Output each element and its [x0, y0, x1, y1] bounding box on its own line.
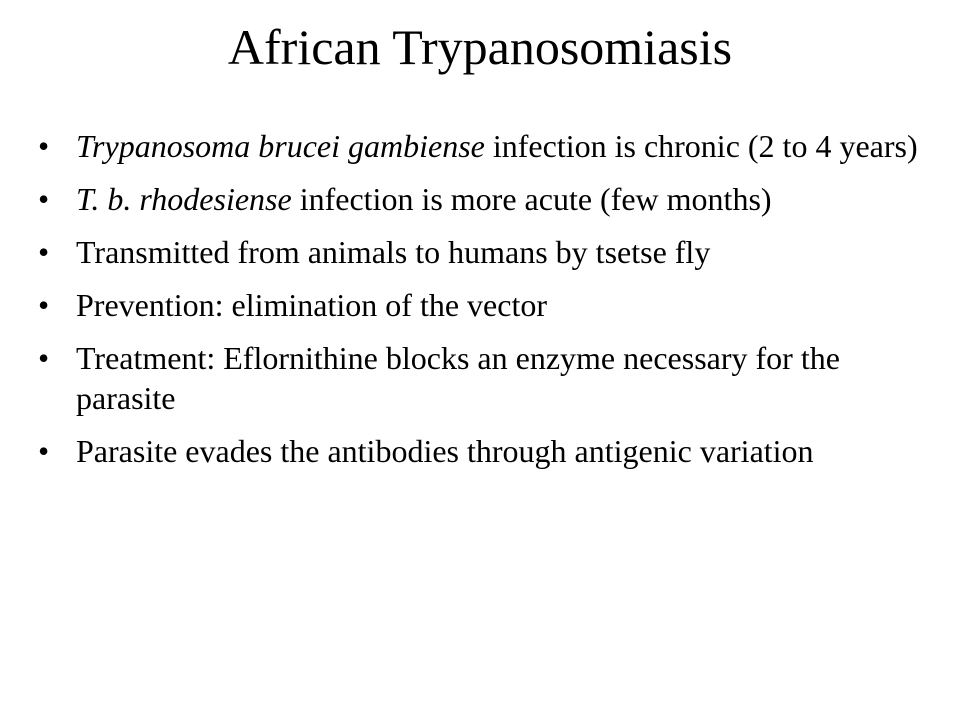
bullet-italic-text: T. b. rhodesiense	[76, 181, 292, 217]
bullet-text: infection is more acute (few months)	[291, 181, 772, 217]
bullet-icon: •	[38, 433, 50, 469]
bullet-item	[38, 431, 918, 471]
bullet-icon: •	[38, 234, 50, 270]
bullet-italic-text: Trypanosoma brucei gambiense	[76, 128, 485, 164]
bullet-text: Transmitted from animals to humans by tsetse fly	[76, 234, 711, 270]
slide-title: African Trypanosomiasis	[227, 19, 733, 75]
bullet-item	[38, 179, 918, 219]
bullet-text: Parasite evades the antibodies through antigenic variation	[76, 433, 814, 469]
bullet-icon: •	[38, 340, 50, 376]
bullet-item	[38, 232, 918, 272]
bullet-item	[38, 126, 918, 166]
bullet-text: Prevention: elimination of the vector	[76, 287, 547, 323]
bullet-icon: •	[38, 181, 50, 217]
bullet-text: infection is chronic (2 to 4 years)	[484, 128, 918, 164]
bullet-item	[38, 285, 918, 325]
bullet-icon: •	[38, 287, 50, 323]
bullet-item	[38, 338, 918, 418]
bullet-icon: •	[38, 128, 50, 164]
bullet-list	[38, 126, 918, 484]
bullet-text: Treatment: Eflornithine blocks an enzyme necessary for the parasite	[76, 340, 840, 416]
